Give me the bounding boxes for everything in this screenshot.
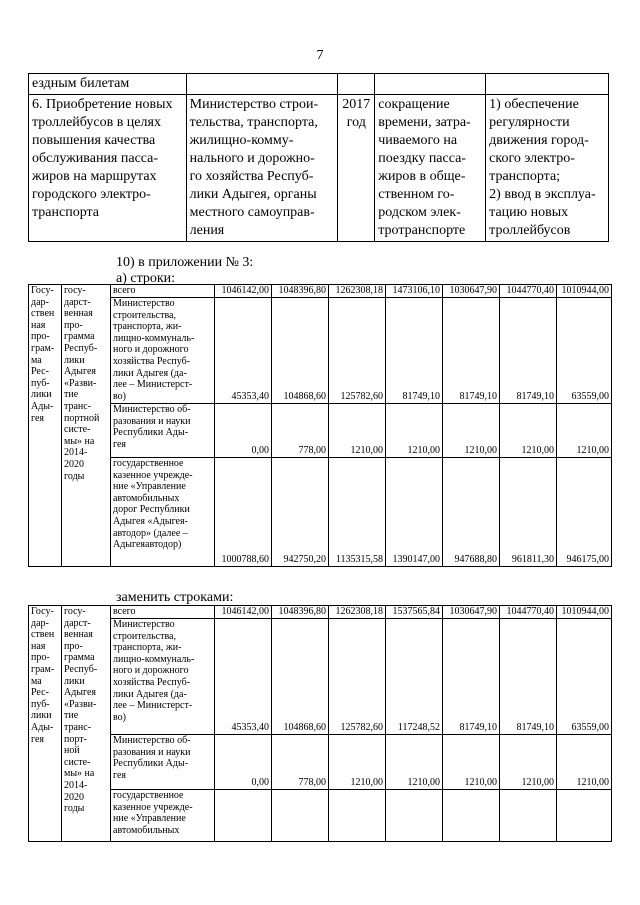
value-cell: 1210,00 [329,404,386,458]
text-line: про- [31,331,50,343]
value-cell: 1000788,60 [215,458,272,567]
text-line: Министерство об- [113,735,191,746]
text-line: лики [64,354,85,366]
text-line: Респуб- [64,663,98,675]
text-line: лики [64,675,85,687]
value-cell: 1473106,10 [386,285,443,298]
item-cell [29,95,187,242]
heading-appendix: 10) в приложении № 3: [116,255,254,270]
value-cell: 1048396,80 [272,285,329,298]
value-cell: 81749,10 [500,619,557,735]
text-line: систе- [64,756,91,768]
text-line: транспорта; [489,169,561,184]
value-cell: 81749,10 [386,298,443,404]
value-cell: 1030647,90 [443,285,500,298]
text-line: гея [31,412,45,424]
text-line: тротранспорте [378,223,466,238]
text-line: всего [113,285,136,296]
text-line: троллейбусов в целях [32,115,161,130]
text-line: времени, затра- [378,115,471,130]
value-cell: 0,00 [215,735,272,790]
text-line: грамма [64,331,95,343]
text-line: го хозяйства Респуб- [189,169,314,184]
text-line: мы» на [64,768,95,780]
text-line: «Разви- [64,698,97,710]
text-line: автомобильных [113,492,180,504]
text-line: ствен [31,629,55,641]
value-cell: 778,00 [272,735,329,790]
text-line: Рес- [31,366,49,378]
text-line: ние «Управление [113,813,186,825]
text-line: грам- [31,663,55,675]
value-cell: 1048396,80 [272,606,329,619]
value-cell: 942750,20 [272,458,329,567]
text-line: гея [31,733,45,745]
text-line: транспорта [32,205,100,220]
row-label [111,790,215,842]
text-line: разования и науки [113,415,191,427]
text-line: венная [64,629,93,641]
value-cell: 1135315,58 [329,458,386,567]
text-line: ствен [31,308,55,320]
text-line: Госу- [31,285,54,296]
value-cell: 125782,60 [329,619,386,735]
value-cell: 63559,00 [557,298,612,404]
value-cell: 1390147,00 [386,458,443,567]
value-cell: 1210,00 [443,735,500,790]
text-line: Министерство об- [113,404,191,415]
rows-table-old [28,284,612,567]
text-line: Республики Ады- [113,427,189,439]
text-line: тие [64,710,79,722]
text-line: ного и дорожного [113,344,189,356]
text-line: жиров на маршрутах [32,169,157,184]
text-line: повышения качества [32,133,156,148]
text-line: Ады- [31,400,54,412]
value-cell: 778,00 [272,404,329,458]
value-cell: 81749,10 [500,298,557,404]
text-line: мы» на [64,435,95,447]
page-number: 7 [316,48,324,63]
text-line: лее – Министерст- [113,379,193,391]
text-line: строительства, [113,309,176,321]
text-line: ной [64,745,80,757]
text-line: ного и дорожного [113,665,189,677]
text-line: троллейбусов [489,223,571,238]
text-line: годы [64,803,85,815]
value-cell: 45353,40 [215,298,272,404]
text-line: Министерство [113,619,175,630]
value-cell: 947688,80 [443,458,500,567]
text-line: ма [31,354,42,366]
text-line: транспорта, жи- [113,321,182,333]
text-line: 2017 [342,97,371,112]
value-cell: 1210,00 [386,735,443,790]
text-line: 2014- [64,447,88,459]
value-cell [557,790,612,842]
text-line: обслуживания пасса- [32,151,159,166]
text-line: регулярности [489,115,570,130]
row-label [111,285,215,298]
text-line: Адыгея «Адыгея- [113,515,188,527]
text-line: строительства, [113,630,176,642]
text-line: всего [113,606,136,617]
text-line: 2014- [64,779,88,791]
heading-rows: а) строки: [116,271,176,286]
value-cell: 63559,00 [557,619,612,735]
text-line: транс- [64,400,92,412]
text-line: Госу- [31,606,54,617]
value-cell [443,790,500,842]
text-line: 2020 [64,791,84,803]
value-cell: 946175,00 [557,458,612,567]
value-cell: 104868,60 [272,619,329,735]
rows-table-new [28,605,612,842]
text-line: дарст- [64,617,91,629]
value-cell: 1537565,84 [386,606,443,619]
text-line: ние «Управление [113,481,186,493]
value-cell: 1210,00 [557,735,612,790]
text-line: Респуб- [64,342,98,354]
text-line: жилищно-комму- [189,133,294,148]
text-line: гея [113,769,127,781]
text-line: пуб- [31,377,50,389]
row-label [111,619,215,735]
text-line: тельства, транспорта, [189,115,318,130]
status-cell [29,606,62,842]
text-line: год [346,115,366,130]
text-line: ная [31,640,46,652]
text-line: про- [31,652,50,664]
value-cell: 961811,30 [500,458,557,567]
text-line: грамма [64,652,95,664]
text-line: движения город- [489,133,589,148]
text-line: автодор» (далее – [113,527,188,539]
value-cell: 117248,52 [386,619,443,735]
text-line: во) [113,711,126,723]
text-line: ственном го- [378,187,455,202]
text-line: сокращение [378,97,450,112]
text-line: хозяйства Респуб- [113,355,191,367]
text-line: лики Адыгея, органы [189,187,317,202]
text-line: лики [31,389,52,401]
text-line: нального и дорожно- [189,151,315,166]
text-line: гея [113,438,127,450]
value-cell: 1046142,00 [215,285,272,298]
value-cell [272,790,329,842]
text-line: жиров в обще- [378,169,466,184]
text-line: ма [31,675,42,687]
text-line: лики [31,710,52,722]
table-row [29,74,609,95]
text-line: государственное [113,458,184,469]
text-line: разования и науки [113,746,191,758]
year-cell [338,95,375,242]
value-cell: 1046142,00 [215,606,272,619]
value-cell: 1010944,00 [557,285,612,298]
text-line: венная [64,308,93,320]
text-line: пуб- [31,698,50,710]
value-cell: 1210,00 [443,404,500,458]
value-cell: 125782,60 [329,298,386,404]
text-line: ная [31,319,46,331]
executor-cell [186,95,338,242]
result-cell [486,95,609,242]
text-line: 2020 [64,458,84,470]
row-label [111,298,215,404]
value-cell: 1030647,90 [443,606,500,619]
text-line: лищно-коммуналь- [113,332,195,344]
value-cell [386,790,443,842]
text-line: поездку пасса- [378,151,466,166]
value-cell [329,790,386,842]
text-line: госу- [64,285,86,296]
value-cell: 1044770,40 [500,606,557,619]
text-line: городского электро- [32,187,151,202]
text-line: лики Адыгея (да- [113,367,187,379]
text-line: порт- [64,733,87,745]
text-line: грам- [31,342,55,354]
value-cell: 1210,00 [386,404,443,458]
continuation-cell: ездным билетам [29,74,187,95]
text-line: 2) ввод в эксплуа- [489,187,596,202]
text-line: госу- [64,606,86,617]
text-line: казенное учрежде- [113,801,193,813]
value-cell [500,790,557,842]
text-line: лее – Министерст- [113,700,193,712]
text-line: тие [64,389,79,401]
text-line: годы [64,470,85,482]
text-line: чиваемого на [378,133,458,148]
text-line: Республики Ады- [113,758,189,770]
text-line: хозяйства Респуб- [113,676,191,688]
value-cell: 104868,60 [272,298,329,404]
text-line: 1) обеспечение [489,97,579,112]
value-cell: 1210,00 [500,735,557,790]
text-line: тацию новых [489,205,569,220]
value-cell: 1262308,18 [329,285,386,298]
value-cell: 81749,10 [443,298,500,404]
text-line: транс- [64,721,92,733]
text-line: казенное учрежде- [113,469,193,481]
value-cell: 81749,10 [443,619,500,735]
text-line: Ады- [31,721,54,733]
text-line: лищно-коммуналь- [113,653,195,665]
row-label [111,458,215,567]
text-line: лики Адыгея (да- [113,688,187,700]
text-line: «Разви- [64,377,97,389]
text-line: автомобильных [113,824,180,836]
text-line: систе- [64,424,91,436]
text-line: транспорта, жи- [113,642,182,654]
heading-replace: заменить строками: [116,590,234,605]
text-line: дар- [31,296,49,308]
text-line: Адыгея [64,366,97,378]
text-line: Адыгеяавтодор) [113,539,182,551]
value-cell: 1044770,40 [500,285,557,298]
program-cell [62,285,111,567]
text-line: государственное [113,790,184,801]
table-row [29,95,609,242]
text-line: местного самоуправ- [189,205,315,220]
text-line: дар- [31,617,49,629]
text-line: родском элек- [378,205,461,220]
text-line: Министерство строи- [189,97,319,112]
measures-table [28,73,609,242]
status-cell [29,285,62,567]
text-line: во) [113,390,126,402]
text-line: Рес- [31,687,49,699]
text-line: 6. Приобретение новых [32,97,173,112]
value-cell: 1010944,00 [557,606,612,619]
text-line: про- [64,640,83,652]
value-cell [215,790,272,842]
row-label [111,404,215,458]
program-cell [62,606,111,842]
text-line: дорог Республики [113,504,190,516]
text-line: про- [64,319,83,331]
text-line: портной [64,412,100,424]
row-label [111,735,215,790]
value-cell: 0,00 [215,404,272,458]
value-cell: 1210,00 [557,404,612,458]
text-line: ского электро- [489,151,575,166]
text-line: дарст- [64,296,91,308]
text-line: Адыгея [64,687,97,699]
value-cell: 45353,40 [215,619,272,735]
text-line: ления [189,223,225,238]
value-cell: 1210,00 [500,404,557,458]
effect-cell [375,95,486,242]
value-cell: 1210,00 [329,735,386,790]
value-cell: 1262308,18 [329,606,386,619]
text-line: Министерство [113,298,175,309]
row-label [111,606,215,619]
